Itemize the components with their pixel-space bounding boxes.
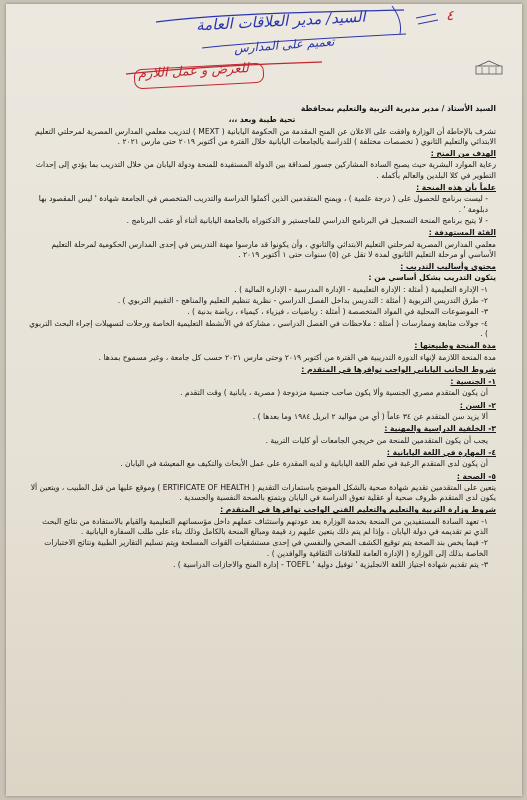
recipient-line: السيد الأستاذ / مدير مديرية التربية والتعليم بمحافظة [300, 104, 496, 113]
letter-header-area [6, 4, 522, 104]
goal-text: رعاية الموارد البشرية حيث يصبح السادة المشاركين جسور لصداقة بين الدولة المستفيدة للمنحة ودولة اليابان من خلال التدريب بما يؤدي إلى إحداث التطوير في كلا البلدين والعالم بأكمله . [35, 160, 496, 180]
duration-text: مدة المنحة اللازمة لإنهاء الدورة التدريبية هي الفترة من أكتوبر ٢٠١٩ وحتى مارس ٢٠٢١ حسب كل جامعة ، وغير مسموح بمدها . [98, 352, 496, 362]
health-text: يتعين على المتقدمين تقديم شهادة صحية بالشكل الموضح باستمارات التقديم ( ERTIFICATE OF HEALTH ) وموقع عليها من قبل الطبيب ، ويتعين ألا يكون لدى المتقدم ظروف صحية أو عقلية تعوق الدراسة في اليابان ويتمتع بالصحة النفسية والجسدية . [30, 482, 496, 503]
intro-paragraph: تشرف بالإحاطة أن الوزارة وافقت على الاعلان عن المنح المقدمة من الحكومة اليابانية ( MEXT ) لتدريب معلمي المدارس المصرية لمرحلتي التعليم الابتدائي والتعليم الثانوي ( تخصصات مختلفة ) للدراسة بالجامعات اليابانية خلال الفترة من أكتوبر ٢٠١٩ حتى مارس ٢٠٢١ . [35, 126, 496, 146]
document-page [6, 4, 522, 796]
language-text: أن يكون لدى المتقدم الرغبة في تعلم اللغة اليابانية و لديه المقدرة على عمل الأبحاث والتكيف مع المعيشة في اليابان . [120, 459, 488, 469]
health-heading: ٥- الصحة : [456, 471, 496, 481]
nationality-text: أن يكون المتقدم مصري الجنسية وألا يكون صاحب جنسية مزدوجة ( مصرية ، يابانية ) وقت التقدم . [180, 388, 488, 398]
ministry-item: ١- تعهد السادة المستفيدين من المنحة بخدمة الوزارة بعد عودتهم واستئناف عملهم داخل مؤسساتهم التعليمية والقيام بالاستفادة من نتائج البحث الذي تم تقديمه في دولة اليابان ، وإذا لم يتم ذلك يتعين عليهم رد قيمة ومبالغ المنحة بالكامل وذلك بناء على طلب السفارة اليابانية . [42, 516, 488, 536]
target-text: معلمي المدارس المصرية لمرحلتي التعليم الابتدائي والثانوي ، وأن يكونوا قد مارسوا مهنة التدريس في إحدى المدارس الحكومية لمرحلة التعليم الأساسي أو مرحلة التعليم الثانوي لمدة لا تقل عن (٥) سنوات حتى ١ أكتوبر ٢٠١٩ . [51, 239, 496, 259]
education-heading: ٣- الخلفية الدراسية والمهنية : [384, 424, 496, 434]
ministry-heading: شروط وزارة التربية والتعليم والتعليم الفني الواجب توافرها في المتقدم : [220, 505, 496, 515]
handwritten-line-3: تعميم على المدارس [233, 34, 335, 56]
ministry-logo-icon [474, 60, 504, 76]
language-heading: ٤- المهارة في اللغة اليابانية : [386, 447, 496, 457]
age-text: ألا يزيد سن المتقدم عن ٣٤ عاماً ( أي من مواليد ٢ ابريل ١٩٨٤ وما بعدها ) . [252, 412, 488, 422]
age-heading: ٢- السن : [459, 400, 496, 410]
notes-item: - ليست برنامج للحصول على ( درجة علمية ) ، ويمنح المتقدمين الذين أكملوا الدراسة والتدريب المتخصص في الجامعة شهادة ' ليس المقصود بها دبلومة ' . [38, 194, 488, 214]
ministry-item: ٣- يتم تقديم شهادة اجتياز اللغة الانجليزية ' توفيل دولية ' TOEFL - إدارة المنح والاجازات الدراسية ) . [172, 559, 488, 569]
handwritten-line-2: للعرض و عمل اللازم [137, 61, 250, 82]
notes-heading: علماً بأن هذه المنحة : [416, 183, 496, 193]
duration-heading: مدة المنحة وطبيعتها : [414, 341, 496, 351]
content-item: ٣- الموضوعات المحلية في المواد المتخصصة ( أمثلة : رياضيات ، فيزياء ، كيمياء ، رياضة بدنية ) . [187, 307, 488, 317]
ministry-item: ٢- فيما يخص بند الصحة يتم توقيع الكشف الصحي والنفسي في إحدى مستشفيات القوات المسلحة ويتم تسليم التقارير الطبية ونتائج الاختبارات الخاصة بذلك إلى الوزارة ( الإدارة العامة للعلاقات الثقافية والوافدين ) . [44, 538, 488, 558]
content-heading: محتوى وأساليب التدريب : [400, 262, 496, 272]
notes-item: - لا يتيح برنامج المنحة التسجيل في البرنامج الدراسي للماجستير و الدكتوراه بالجامعة اليابانية أثناء أو عقب البرنامج . [126, 215, 488, 225]
handwritten-line-1: السيد/ مدير العلاقات العامة [195, 7, 367, 35]
education-text: يجب أن يكون المتقدمين للمنحة من خريجي الجامعات أو كليات التربية . [265, 435, 488, 445]
greeting-line: تحية طيبة وبعد ،،، [228, 115, 296, 125]
content-item: ١- الإدارة التعليمية ( أمثلة : الإدارة التعليمية - الإدارة المدرسية - الإدارة المالية ) . [234, 284, 488, 294]
conditions-heading: شروط الجانب الياباني الواجب توافرها في المتقدم : [301, 364, 496, 374]
content-item: ٤- جولات متابعة وممارسات ( أمثلة : ملاحظات في الفصل الدراسي ، مشاركة في الأنشطة التعليمية الخاصة ورحلات لتسهيلات إجراء البحث التربوي ) . [29, 318, 488, 338]
nationality-heading: ١- الجنسية : [450, 377, 496, 387]
target-heading: الفئة المستهدفة : [428, 228, 496, 238]
letter-body [6, 104, 522, 796]
goal-heading: الهدف من المنح : [430, 149, 496, 159]
content-item: ٢- طرق التدريس التربوية ( أمثلة : التدريس بداخل الفصل الدراسي - نظرية تنظيم التعليم والمناهج - التقييم التربوي ) . [117, 296, 488, 306]
content-lead: يتكون التدريب بشكل أساسي من : [368, 273, 496, 283]
handwritten-mark: ٤ [446, 8, 454, 24]
